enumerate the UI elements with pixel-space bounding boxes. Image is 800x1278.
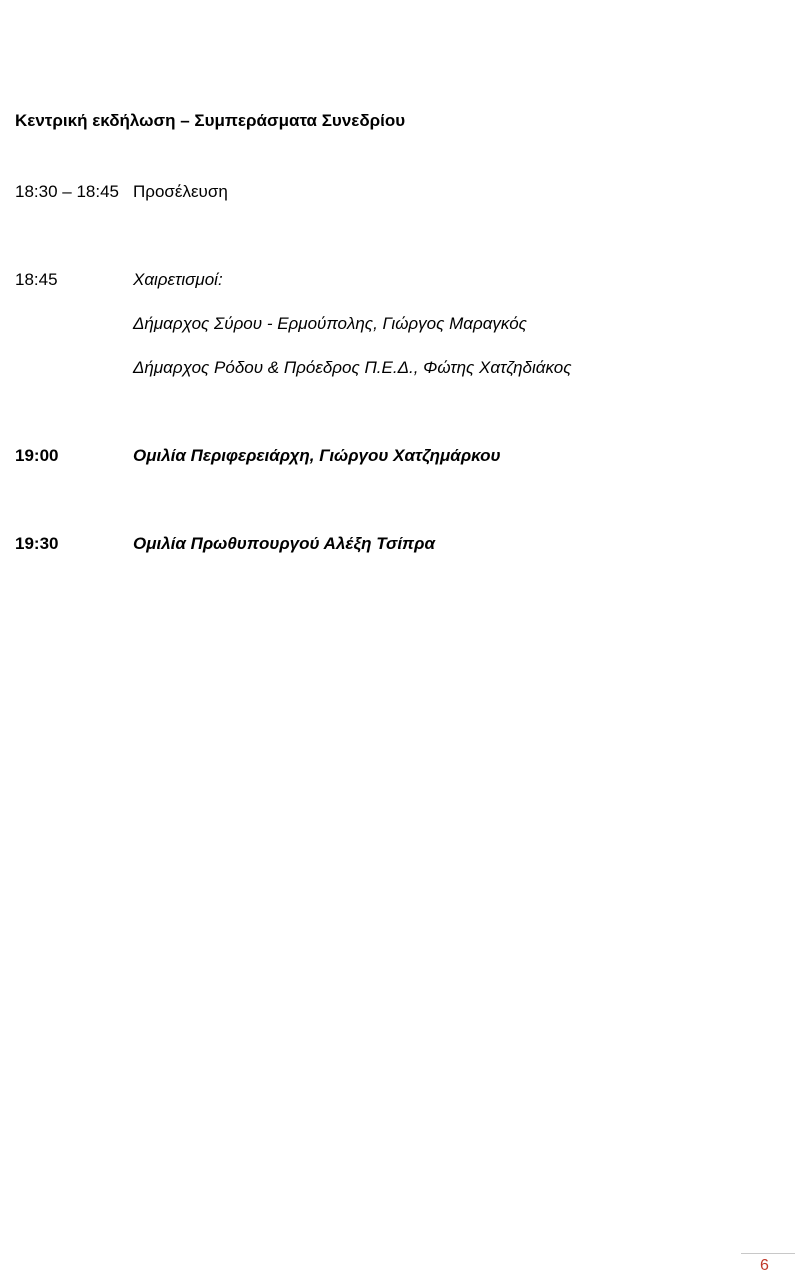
greeting-speaker: Δήμαρχος Ρόδου & Πρόεδρος Π.Ε.Δ., Φώτης Χατζηδιάκος xyxy=(133,358,572,377)
schedule-time: 19:30 xyxy=(15,534,59,553)
greeting-speaker: Δήμαρχος Σύρου - Ερμούπολης, Γιώργος Μαραγκός xyxy=(133,314,527,333)
schedule-time: 18:45 xyxy=(15,270,58,289)
schedule-time: 18:30 – 18:45 xyxy=(15,182,119,201)
schedule-time: 19:00 xyxy=(15,446,59,465)
schedule-description: Χαιρετισμοί: xyxy=(133,270,223,289)
schedule-description: Ομιλία Περιφερειάρχη, Γιώργου Χατζημάρκου xyxy=(133,446,501,465)
schedule-description: Ομιλία Πρωθυπουργού Αλέξη Τσίπρα xyxy=(133,534,435,553)
page-number: 6 xyxy=(760,1257,769,1274)
schedule-description: Προσέλευση xyxy=(133,182,228,201)
page-title: Κεντρική εκδήλωση – Συμπεράσματα Συνεδρίου xyxy=(15,111,406,130)
footer-divider xyxy=(741,1253,795,1254)
